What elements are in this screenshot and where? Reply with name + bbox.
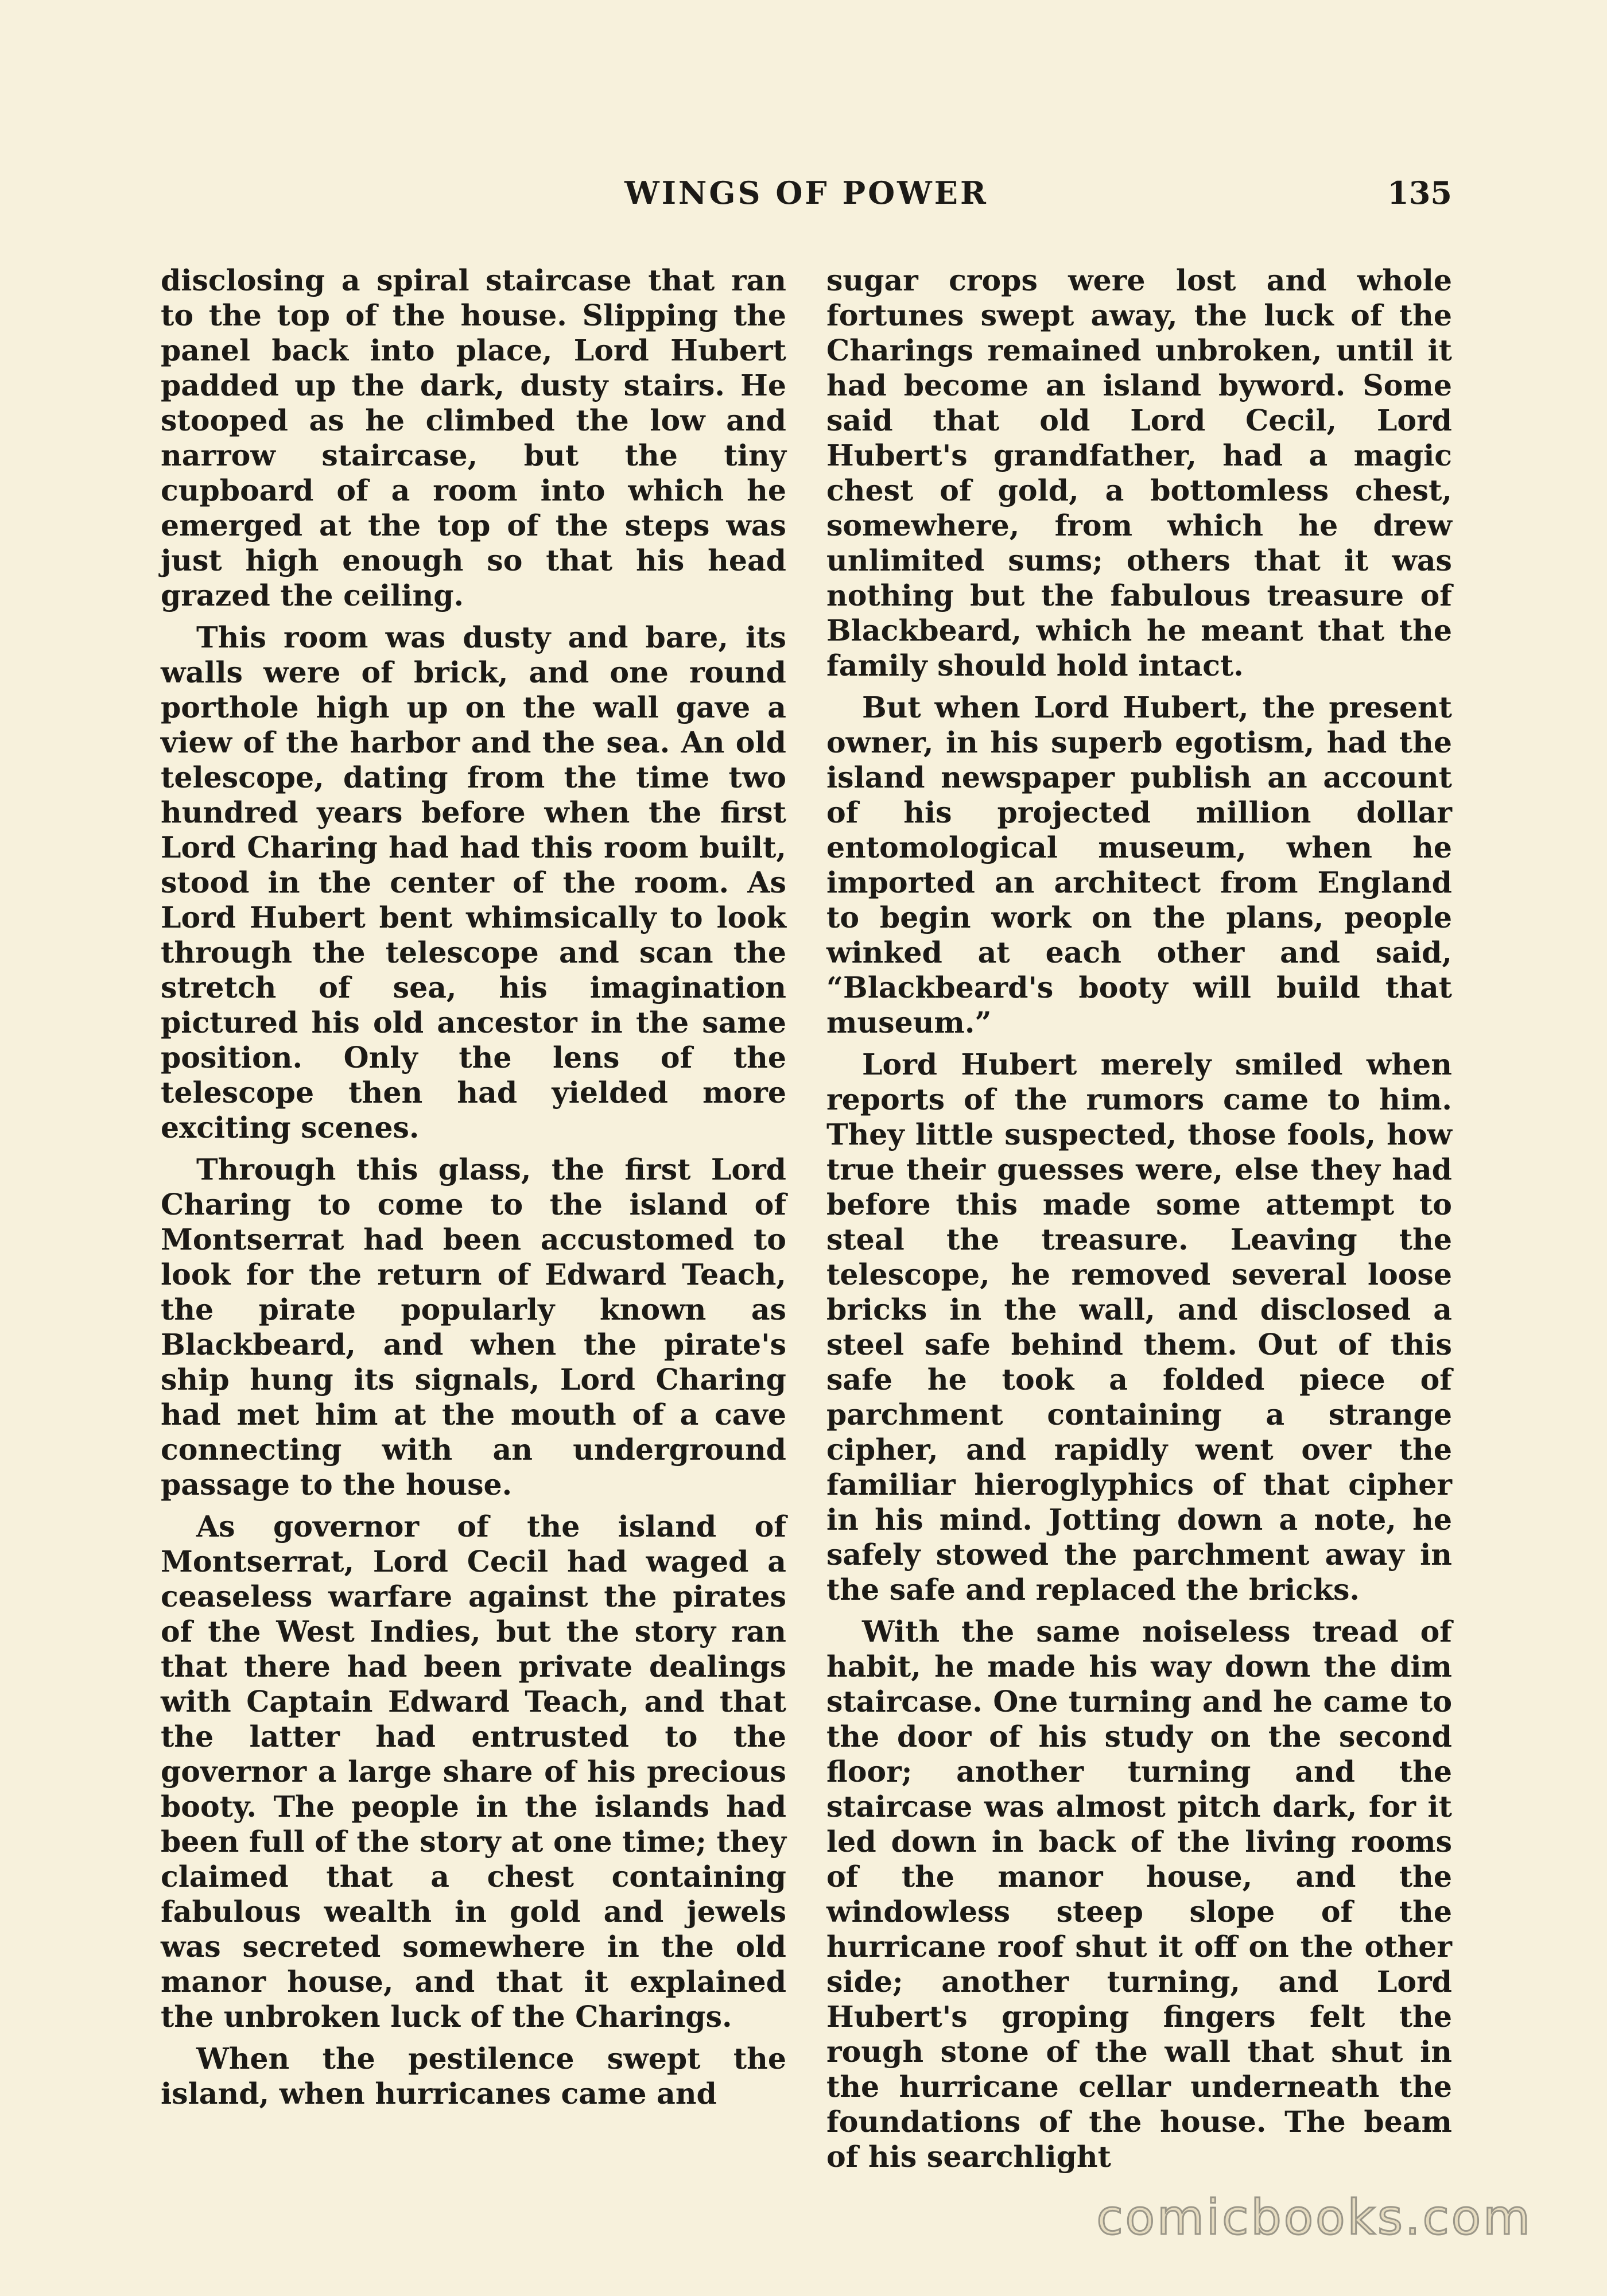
- page-number: 135: [1387, 174, 1452, 211]
- paragraph: disclosing a spiral staircase that ran to the top of the house. Slipping the panel back into place, Lord Hubert padded up the dark, dusty stairs. He stooped as he climbed the low and narrow staircase, but the tiny cupboard of a room into which he emerged at the top of the steps was just high enough so that his head grazed the ceiling.: [161, 263, 786, 612]
- page-header: [161, 174, 1452, 226]
- paragraph: But when Lord Hubert, the present owner, in his superb egotism, had the island newspaper publish an account of his projected million dollar entomological museum, when he imported an architect from England to begin work on the plans, people winked at each other and said, “Blackbeard's booty will build that museum.”: [826, 691, 1452, 1040]
- paragraph: Through this glass, the first Lord Charing to come to the island of Montserrat had been accustomed to look for the return of Edward Teach, the pirate popularly known as Blackbeard, and when the pirate's ship hung its signals, Lord Charing had met him at the mouth of a cave connecting with an underground passage to the house.: [161, 1153, 786, 1502]
- paragraph: With the same noiseless tread of habit, he made his way down the dim staircase. One turning and he came to the door of his study on the second floor; another turning and the staircase was almost pitch dark, for it led down in back of the living rooms of the manor house, and the windowless steep slope of the hurricane roof shut it off on the other side; another turning, and Lord Hubert's groping fingers felt the rough stone of the wall that shut in the hurricane cellar underneath the foundations of the house. The beam of his searchlight: [826, 1615, 1452, 2174]
- paragraph: sugar crops were lost and whole fortunes swept away, the luck of the Charings remained unbroken, until it had become an island byword. Some said that old Lord Cecil, Lord Hubert's grandfather, had a magic chest of gold, a bottomless chest, somewhere, from which he drew unlimited sums; others that it was nothing but the fabulous treasure of Blackbeard, which he meant that the family should hold intact.: [826, 263, 1452, 682]
- running-title: WINGS OF POWER: [624, 174, 988, 211]
- paragraph: As governor of the island of Montserrat, Lord Cecil had waged a ceaseless warfare against the pirates of the West Indies, but the story ran that there had been private dealings with Captain Edward Teach, and that the latter had entrusted to the governor a large share of his precious booty. The people in the islands had been full of the story at one time; they claimed that a chest containing fabulous wealth in gold and jewels was secreted somewhere in the old manor house, and that it explained the unbroken luck of the Charings.: [161, 1510, 786, 2034]
- paragraph: When the pestilence swept the island, when hurricanes came and: [161, 2042, 786, 2111]
- text-column-left: [161, 263, 786, 2118]
- watermark: comicbooks.com: [1096, 2189, 1532, 2245]
- paragraph: Lord Hubert merely smiled when reports of the rumors came to him. They little suspected, those fools, how true their guesses were, else they had before this made some attempt to steal the treasure. Leaving the telescope, he removed several loose bricks in the wall, and disclosed a steel safe behind them. Out of this safe he took a folded piece of parchment containing a strange cipher, and rapidly went over the familiar hieroglyphics of that cipher in his mind. Jotting down a note, he safely stowed the parchment away in the safe and replaced the bricks.: [826, 1048, 1452, 1607]
- text-column-right: [826, 263, 1452, 2181]
- paragraph: This room was dusty and bare, its walls were of brick, and one round porthole high up on the wall gave a view of the harbor and the sea. An old telescope, dating from the time two hundred years before when the first Lord Charing had had this room built, stood in the center of the room. As Lord Hubert bent whimsically to look through the telescope and scan the stretch of sea, his imagination pictured his old ancestor in the same position. Only the lens of the telescope then had yielded more exciting scenes.: [161, 620, 786, 1145]
